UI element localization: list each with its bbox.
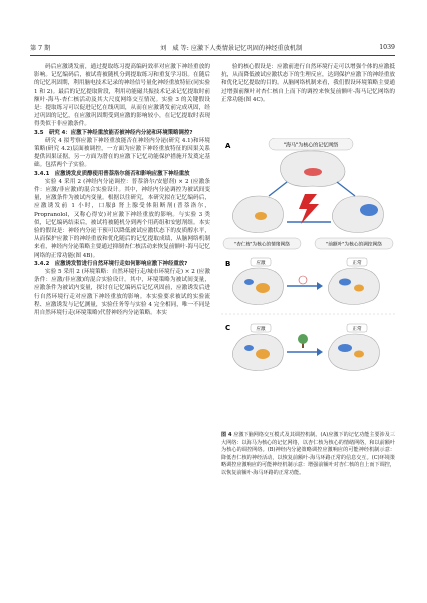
brain-left [232,196,283,233]
panel-c-brain-2 [328,334,379,371]
panel-c-label: C [225,324,231,332]
panel-a-label: A [225,142,231,150]
panel-b-brain-2 [328,268,379,305]
normal-label-c: 正常 [352,327,362,332]
right-column [221,63,395,104]
arrow-top-right [337,182,355,196]
arrow-top-left [269,182,287,196]
brain-right [332,196,383,233]
header-rule [30,55,395,56]
left-bubble-text: "杏仁核"为核心的情绪网络 [234,242,290,248]
paragraph: 码后应激诱发前，通过提取练习提高编码效率对应激下神经重放的影响。记忆编码后，被试将被随机分到提取练习和重复学习组。在随后的记忆巩固期，利用脑电技术记录的神经信号量化神经重放特征(同实验 1 和 2)。最后的记忆提取阶段，利用功能磁共振技术记录记忆提取时前额叶-海马-杏仁核活动及其大尺度网络交互情况。实验 3 的关键假设是：提取练习可以促进记忆在线巩固，从而在应激诱发前完成巩固，经过巩固的记忆，在应激巩固期受到应激的影响较小，在记忆提取时表现得类似于非应激条件。 [34,64,210,128]
section-heading: 3.4.1 应激诱发皮质醇使用普萘洛尔能否和影响应激下神经重放 [34,170,190,177]
page-number: 1039 [379,43,395,51]
figure-caption [221,432,395,478]
running-header [30,41,395,53]
running-title: 刘 威 等: 应激下人类情景记忆巩固的神经重放机制 [160,44,303,52]
issue-number: 第 7 期 [30,44,51,52]
brain-top [280,151,345,186]
tree-icon [298,334,308,348]
section-heading: 3.4.2 应激诱发暂进行自然环境行走如何影响应激下神经重放? [34,260,188,267]
caption-text: 应激下脑网络交互模式及其调控机制。(A)应激下的记忆功能主要涉及三大网络：以海马为核心的记忆网络，以杏仁核为核心的情绪网络，和以前额叶为核心的调控网络。(B)神经内分泌策略调控应激响应的可能神经机制示意：降低杏仁核的神经活动，以恢复前额叶-海马环路正常的信息交互。(C)环境策略调控应激响应的可能神经机制示意：增强前额叶对杏仁核的自上而下调控，以恢复前额叶-海马环路的正常功能。 [221,432,396,476]
pill-icon [299,276,307,284]
caption-label: 图 4 [221,432,232,438]
section-heading: 3.5 研究 4：应激下神经重放能否被神经内分泌和环境策略调控? [34,129,193,136]
panel-c-brain-1 [232,334,283,371]
hippocampus-blob [304,168,322,176]
right-bubble-text: "前额叶"为核心的调控网络 [326,242,382,248]
paragraph: 实验 4 采用 2 (神经内分泌调控：普萘洛尔/安慰剂) × 2 (应激条件：应激/非应激)的混合实验设计。其中，神经内分泌调控为被试间变量，应激条件为被试内变量。根据以往研究，本研究拟在记忆编码后，应激诱发前 1 小时，口服β 肾上腺受体阻断剂(普萘洛尔，Propranolol，又称心得安)对应激下神经重放的影响。与实验 3 类似，记忆编码结束后，被试将被随机分到两个用药组和安慰剂组。本实验的假设是：神经内分泌干预可以降低被试应激状态下的皮质醇水平，从而保护应激下的神经重放和优化随后的记忆提取成绩，从脑网络机制来看，神经内分泌策略主要通过抑制杏仁核活动来恢复前额叶-海马记忆网络的正常功能(图 4B)。 [34,178,210,259]
stress-label-b: 应激 [256,261,266,266]
normal-label-b: 正常 [352,261,362,266]
stress-label-c: 应激 [256,327,266,332]
paragraph: 研究 4 拟考察应激下神经重放能否在神经内分泌(研究 4.1)和环境策略(研究 4.2)层面被调控，一方面为应激下神经重放特征的因果关系提供因果证据，另一方面为潜在的应激下记忆功能保护措施开发奠定基础。包括两个子实验。 [34,137,210,169]
left-column [34,63,210,317]
panel-b-label: B [225,260,231,268]
paragraph: 验的核心假设是：应激前进行自然环境行走可以增强个体的应激抵抗，从而降低被试应激状态下的生理反应，达到保护应激下的神经重放和优化记忆提取的目的。从脑网络机制来看，我们假设环境策略主要通过增强前额叶对杏仁核自上而下的调控来恢复前额叶-海马记忆网络的正常功能(图 4C)。 [221,64,395,103]
top-bubble-text: "海马"为核心的记忆网络 [283,142,339,149]
stress-bolt-icon [299,194,319,224]
figure-4 [221,138,395,428]
panel-b-brain-1 [232,268,283,305]
amygdala-blob [255,212,267,220]
pfc-blob [360,204,378,216]
paragraph: 实验 5 采用 2 (环境策略：自然环境行走/城市环境行走) × 2 (应激条件：应激/非应激)的混合实验设计。其中，环境策略为被试间变量，应激条件为被试内变量，探讨在记忆编码后记忆巩固前，应激诱发后进行自然环境行走对应激下神经重放的影响。本实验要求被试的实验流程、应激诱发与记忆测量，实验任务等与实验 4 完全相同，唯一不同是用自然环境行走(环境策略)代替神经内分泌策略。本实 [34,269,210,317]
